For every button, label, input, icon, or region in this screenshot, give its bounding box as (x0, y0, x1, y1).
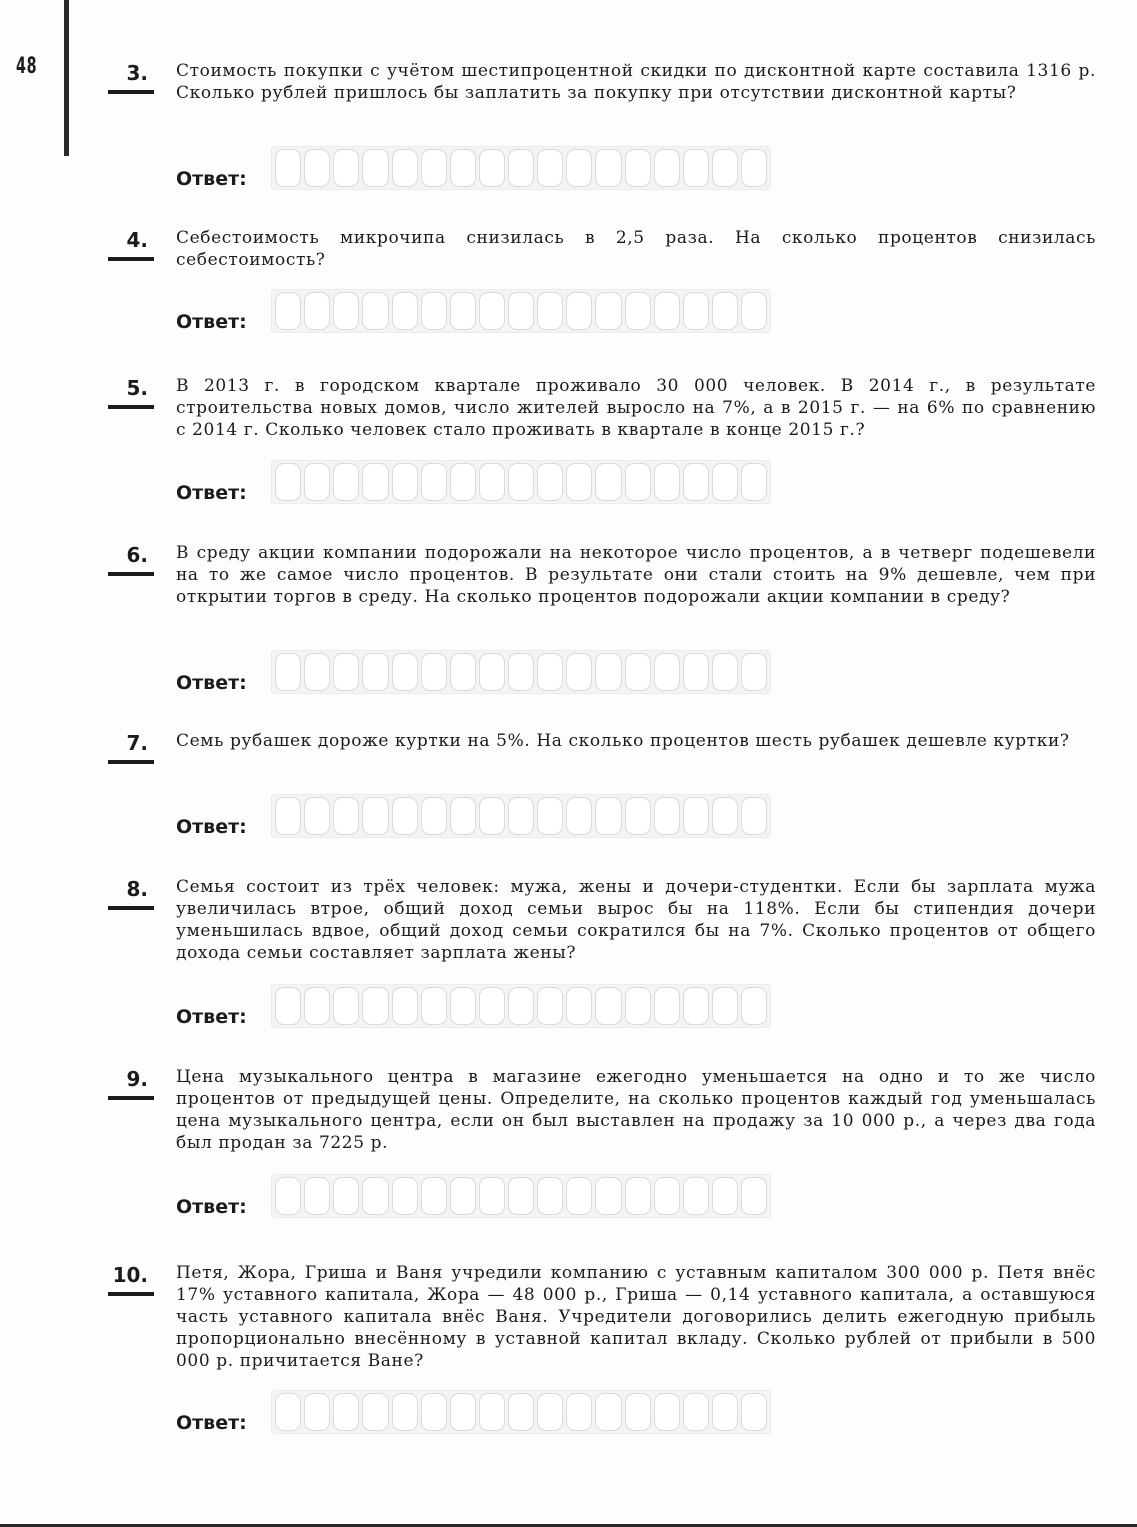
answer-cell[interactable] (508, 797, 534, 835)
answer-cell[interactable] (625, 797, 651, 835)
answer-cell[interactable] (683, 987, 709, 1025)
answer-cell[interactable] (625, 987, 651, 1025)
answer-cell[interactable] (450, 797, 476, 835)
answer-cell[interactable] (712, 1393, 738, 1431)
problem-number-underline (108, 60, 154, 94)
problem-text: Семь рубашек дороже куртки на 5%. На сколько процентов шесть рубашек дешевле куртки? (176, 731, 1070, 751)
answer-cell[interactable] (275, 987, 301, 1025)
answer-cell[interactable] (479, 797, 505, 835)
margin-rule (64, 0, 69, 156)
answer-cell[interactable] (625, 1177, 651, 1215)
answer-cell[interactable] (625, 149, 651, 187)
answer-cell[interactable] (683, 149, 709, 187)
answer-cell[interactable] (712, 1177, 738, 1215)
answer-cell[interactable] (537, 1393, 563, 1431)
answer-label: Ответ: (176, 816, 247, 838)
answer-cell[interactable] (508, 149, 534, 187)
answer-cell[interactable] (450, 987, 476, 1025)
answer-cell[interactable] (333, 653, 359, 691)
problem-number: 3. (126, 61, 148, 85)
problem-text: Цена музыкального центра в магазине ежегодно уменьшается на одно и то же число процентов от предыдущей цены. Определите, на сколько процентов каждый год уменьшалась цена музыкального центра, если он был выставлен на продажу за 10 000 р., а через два года был продан за 7225 р. (176, 1067, 1096, 1153)
answer-cell[interactable] (595, 987, 621, 1025)
answer-cell[interactable] (304, 797, 330, 835)
answer-cell[interactable] (683, 1393, 709, 1431)
answer-cell[interactable] (741, 292, 767, 330)
answer-cell[interactable] (479, 1177, 505, 1215)
answer-cell[interactable] (712, 797, 738, 835)
answer-cell[interactable] (625, 292, 651, 330)
answer-cell[interactable] (625, 1393, 651, 1431)
problem-number: 8. (126, 877, 148, 901)
answer-field[interactable] (271, 1174, 771, 1218)
answer-cell[interactable] (362, 1393, 388, 1431)
answer-cell[interactable] (333, 987, 359, 1025)
problem-number-underline (108, 876, 154, 910)
problem-number-underline (108, 730, 154, 764)
answer-label: Ответ: (176, 1006, 247, 1028)
answer-cell[interactable] (537, 797, 563, 835)
answer-cell[interactable] (683, 463, 709, 501)
problem-text: Семья состоит из трёх человек: мужа, жены и дочери-студентки. Если бы зарплата мужа увеличилась втрое, общий доход семьи вырос бы на 118%. Если бы стипендия дочери уменьшилась вдвое, общий доход семьи сократился бы на 7%. Сколько процентов от общего дохода семьи составляет зарплата жены? (176, 877, 1096, 963)
answer-cell[interactable] (304, 1393, 330, 1431)
answer-cell[interactable] (537, 292, 563, 330)
answer-cell[interactable] (683, 1177, 709, 1215)
answer-cell[interactable] (537, 987, 563, 1025)
answer-cell[interactable] (741, 987, 767, 1025)
answer-cell[interactable] (304, 653, 330, 691)
answer-field[interactable] (271, 146, 771, 190)
answer-cell[interactable] (741, 1393, 767, 1431)
answer-cell[interactable] (683, 292, 709, 330)
answer-cell[interactable] (421, 463, 447, 501)
problem-number: 9. (126, 1067, 148, 1091)
answer-cell[interactable] (508, 463, 534, 501)
answer-cell[interactable] (654, 149, 680, 187)
problem-number-underline (108, 375, 154, 409)
answer-cell[interactable] (450, 463, 476, 501)
answer-cell[interactable] (595, 149, 621, 187)
problem-number: 10. (112, 1263, 148, 1287)
answer-cell[interactable] (392, 149, 418, 187)
answer-cell[interactable] (654, 653, 680, 691)
answer-cell[interactable] (566, 653, 592, 691)
answer-cell[interactable] (392, 1393, 418, 1431)
problem-text: В 2013 г. в городском квартале проживало 30 000 человек. В 2014 г., в результате строительства новых домов, число жителей выросло на 7%, а в 2015 г. — на 6% по сравнению с 2014 г. Сколько человек стало проживать в квартале в конце 2015 г.? (176, 376, 1096, 440)
answer-cell[interactable] (712, 653, 738, 691)
answer-cell[interactable] (654, 987, 680, 1025)
answer-cell[interactable] (479, 463, 505, 501)
answer-cell[interactable] (421, 797, 447, 835)
answer-cell[interactable] (625, 653, 651, 691)
answer-cell[interactable] (537, 653, 563, 691)
answer-cell[interactable] (479, 1393, 505, 1431)
answer-label: Ответ: (176, 672, 247, 694)
answer-cell[interactable] (421, 1177, 447, 1215)
answer-label: Ответ: (176, 311, 247, 333)
answer-cell[interactable] (275, 1393, 301, 1431)
answer-cell[interactable] (654, 797, 680, 835)
answer-cell[interactable] (333, 149, 359, 187)
answer-cell[interactable] (479, 653, 505, 691)
answer-cell[interactable] (392, 987, 418, 1025)
answer-cell[interactable] (421, 653, 447, 691)
answer-cell[interactable] (595, 1393, 621, 1431)
answer-cell[interactable] (508, 1393, 534, 1431)
answer-cell[interactable] (566, 987, 592, 1025)
answer-cell[interactable] (450, 149, 476, 187)
problem-number: 5. (126, 376, 148, 400)
answer-cell[interactable] (654, 1177, 680, 1215)
answer-cell[interactable] (683, 653, 709, 691)
answer-cell[interactable] (275, 1177, 301, 1215)
answer-cell[interactable] (333, 797, 359, 835)
answer-cell[interactable] (450, 1177, 476, 1215)
answer-cell[interactable] (392, 292, 418, 330)
answer-cell[interactable] (741, 1177, 767, 1215)
answer-cell[interactable] (362, 653, 388, 691)
answer-cell[interactable] (712, 463, 738, 501)
answer-cell[interactable] (508, 292, 534, 330)
answer-cell[interactable] (304, 987, 330, 1025)
answer-cell[interactable] (741, 463, 767, 501)
answer-cell[interactable] (595, 1177, 621, 1215)
problem-text: Петя, Жора, Гриша и Ваня учредили компанию с уставным капиталом 300 000 р. Петя внёс 17% уставного капитала, Жора — 48 000 р., Гриша — 0,14 уставного капитала, а оставшуюся часть уставного капитала внёс Ваня. Учредители договорились делить ежегодную прибыль пропорционально внесённому в уставной капитал вкладу. Сколько рублей от прибыли в 500 000 р. причитается Ване? (176, 1263, 1096, 1371)
answer-cell[interactable] (741, 149, 767, 187)
page-number: 48 (16, 54, 38, 79)
answer-label: Ответ: (176, 168, 247, 190)
answer-field[interactable] (271, 289, 771, 333)
answer-cell[interactable] (421, 292, 447, 330)
answer-cell[interactable] (566, 463, 592, 501)
answer-cell[interactable] (508, 653, 534, 691)
answer-cell[interactable] (421, 149, 447, 187)
answer-field[interactable] (271, 460, 771, 504)
answer-field[interactable] (271, 1390, 771, 1434)
answer-cell[interactable] (362, 463, 388, 501)
answer-cell[interactable] (362, 1177, 388, 1215)
answer-cell[interactable] (392, 1177, 418, 1215)
answer-cell[interactable] (566, 1393, 592, 1431)
answer-cell[interactable] (712, 292, 738, 330)
problem-number-underline (108, 227, 154, 261)
answer-cell[interactable] (450, 292, 476, 330)
problem-number: 7. (126, 731, 148, 755)
answer-cell[interactable] (566, 292, 592, 330)
answer-cell[interactable] (333, 1393, 359, 1431)
answer-cell[interactable] (595, 653, 621, 691)
answer-cell[interactable] (741, 797, 767, 835)
problem-text: Себестоимость микрочипа снизилась в 2,5 раза. На сколько процентов снизилась себестоимость? (176, 228, 1096, 270)
problem-number: 6. (126, 543, 148, 567)
answer-cell[interactable] (508, 987, 534, 1025)
answer-cell[interactable] (712, 987, 738, 1025)
answer-cell[interactable] (275, 149, 301, 187)
answer-field[interactable] (271, 794, 771, 838)
answer-cell[interactable] (566, 149, 592, 187)
answer-cell[interactable] (304, 1177, 330, 1215)
problem-number-underline (108, 542, 154, 576)
answer-cell[interactable] (479, 292, 505, 330)
answer-cell[interactable] (304, 292, 330, 330)
answer-cell[interactable] (566, 1177, 592, 1215)
answer-cell[interactable] (392, 653, 418, 691)
answer-cell[interactable] (654, 292, 680, 330)
answer-cell[interactable] (741, 653, 767, 691)
answer-cell[interactable] (712, 149, 738, 187)
answer-cell[interactable] (304, 463, 330, 501)
answer-cell[interactable] (537, 1177, 563, 1215)
answer-cell[interactable] (595, 797, 621, 835)
problem-text: Стоимость покупки с учётом шестипроцентной скидки по дисконтной карте составила 1316 р. Сколько рублей пришлось бы заплатить за покупку при отсутствии дисконтной карты? (176, 61, 1096, 103)
answer-cell[interactable] (304, 149, 330, 187)
answer-label: Ответ: (176, 482, 247, 504)
answer-cell[interactable] (508, 1177, 534, 1215)
answer-label: Ответ: (176, 1412, 247, 1434)
answer-cell[interactable] (566, 797, 592, 835)
answer-cell[interactable] (333, 1177, 359, 1215)
answer-field[interactable] (271, 984, 771, 1028)
answer-cell[interactable] (275, 653, 301, 691)
problem-number: 4. (126, 228, 148, 252)
answer-cell[interactable] (537, 463, 563, 501)
answer-cell[interactable] (275, 292, 301, 330)
answer-cell[interactable] (421, 987, 447, 1025)
answer-cell[interactable] (275, 463, 301, 501)
answer-cell[interactable] (333, 292, 359, 330)
answer-cell[interactable] (362, 149, 388, 187)
answer-cell[interactable] (275, 797, 301, 835)
answer-cell[interactable] (362, 797, 388, 835)
answer-cell[interactable] (595, 463, 621, 501)
problem-text: В среду акции компании подорожали на некоторое число процентов, а в четверг подешевели на то же самое число процентов. В результате они стали стоить на 9% дешевле, чем при открытии торгов в среду. На сколько процентов подорожали акции компании в среду? (176, 543, 1096, 607)
answer-cell[interactable] (421, 1393, 447, 1431)
problem-number-underline (108, 1262, 154, 1296)
answer-cell[interactable] (362, 987, 388, 1025)
answer-cell[interactable] (450, 653, 476, 691)
answer-cell[interactable] (595, 292, 621, 330)
answer-cell[interactable] (537, 149, 563, 187)
answer-field[interactable] (271, 650, 771, 694)
answer-cell[interactable] (333, 463, 359, 501)
answer-cell[interactable] (479, 987, 505, 1025)
answer-cell[interactable] (654, 463, 680, 501)
answer-cell[interactable] (392, 463, 418, 501)
answer-cell[interactable] (450, 1393, 476, 1431)
answer-cell[interactable] (362, 292, 388, 330)
answer-cell[interactable] (683, 797, 709, 835)
answer-cell[interactable] (392, 797, 418, 835)
answer-cell[interactable] (625, 463, 651, 501)
answer-cell[interactable] (479, 149, 505, 187)
answer-cell[interactable] (654, 1393, 680, 1431)
answer-label: Ответ: (176, 1196, 247, 1218)
problem-number-underline (108, 1066, 154, 1100)
